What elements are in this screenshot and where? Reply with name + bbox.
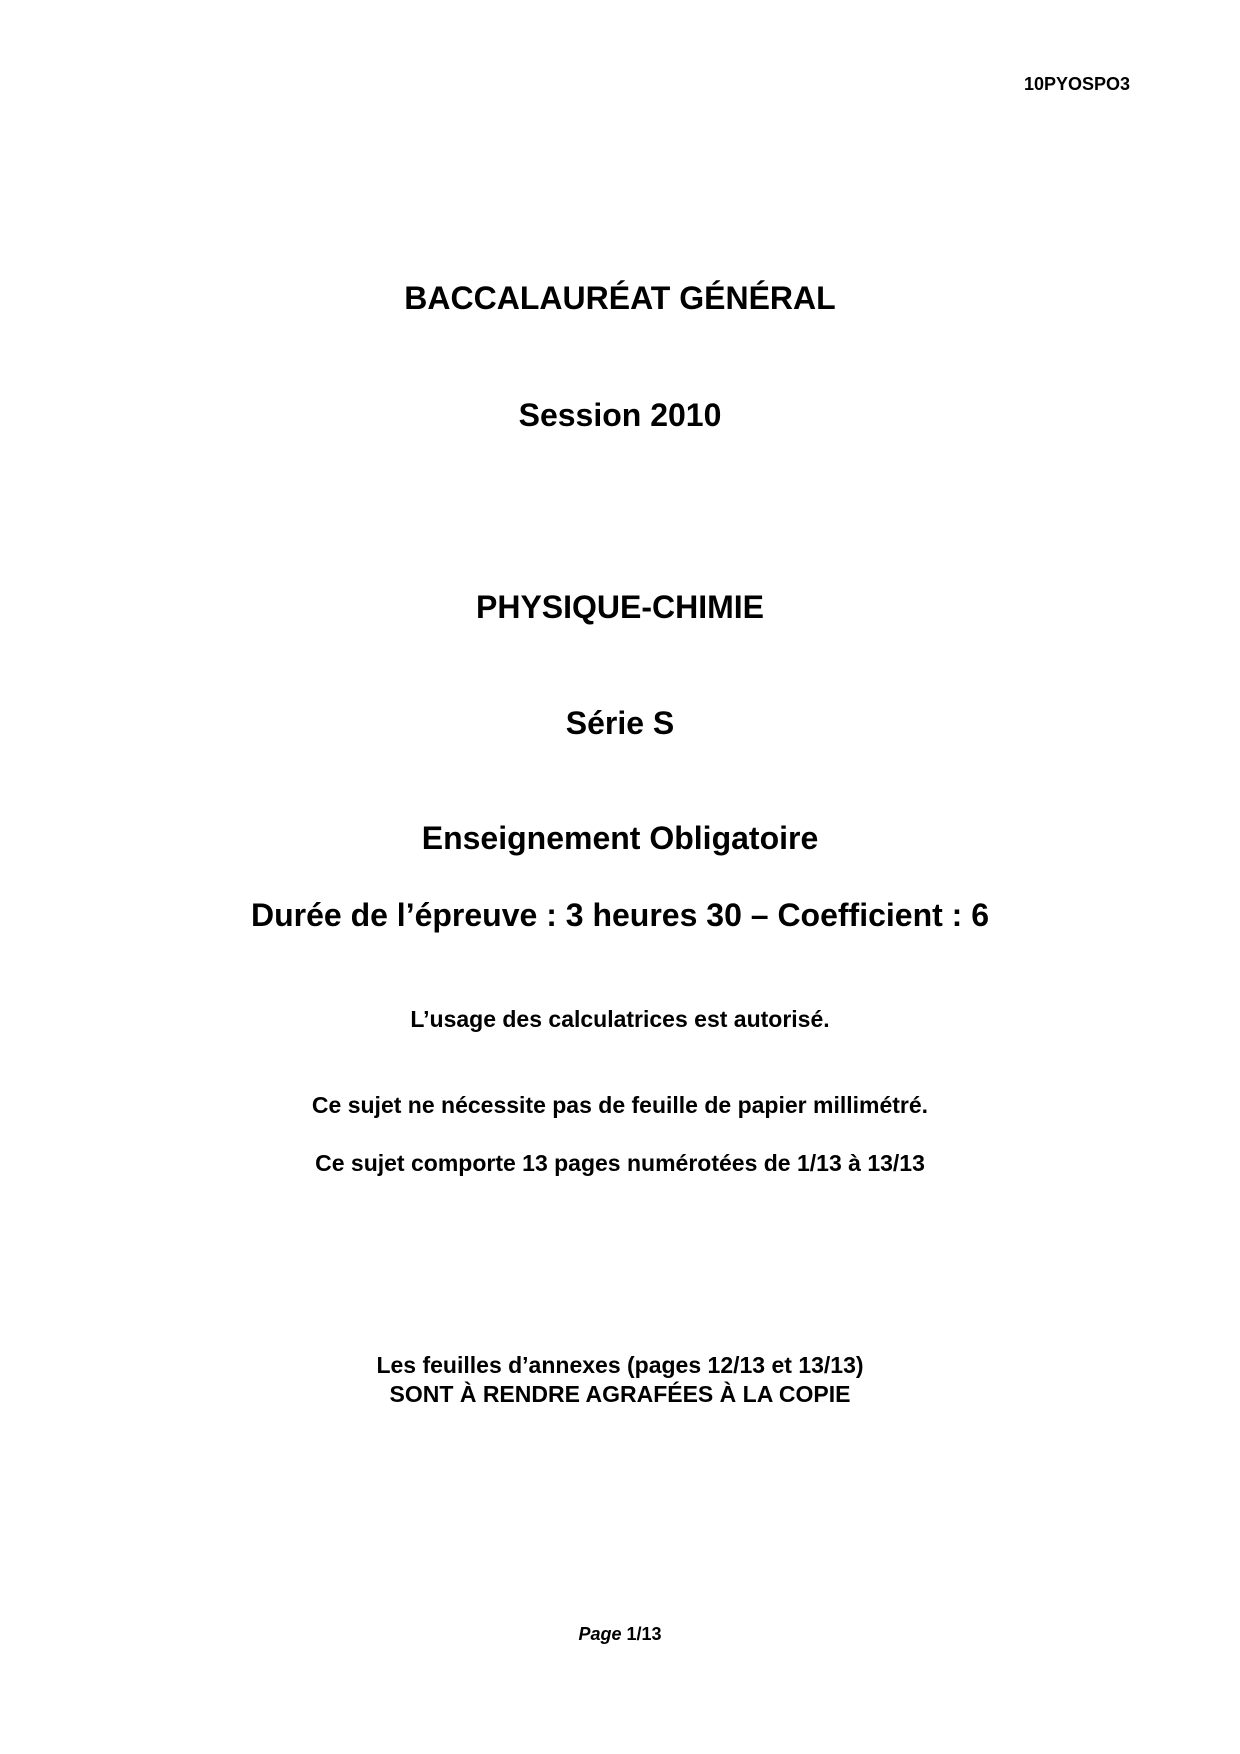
exam-teaching: Enseignement Obligatoire — [421, 820, 819, 856]
exam-series: Série S — [565, 705, 675, 741]
exam-title: BACCALAURÉAT GÉNÉRAL — [404, 280, 836, 316]
graph-paper-notice: Ce sujet ne nécessite pas de feuille de papier millimétré. — [311, 1092, 929, 1118]
page-value: 1/13 — [626, 1624, 662, 1644]
page-number — [0, 1624, 1240, 1645]
exam-subject: PHYSIQUE-CHIMIE — [475, 589, 765, 625]
calculator-notice: L’usage des calculatrices est autorisé. — [410, 1006, 830, 1032]
exam-duration: Durée de l’épreuve : 3 heures 30 – Coefficient : 6 — [250, 897, 990, 933]
exam-session: Session 2010 — [518, 397, 722, 433]
annex-notice-line-2: SONT À RENDRE AGRAFÉES À LA COPIE — [389, 1381, 851, 1407]
page-word: Page — [578, 1624, 622, 1644]
annex-notice-line-1: Les feuilles d’annexes (pages 12/13 et 13/13) — [376, 1352, 864, 1378]
document-code: 10PYOSPO3 — [1023, 74, 1130, 94]
page-count-notice: Ce sujet comporte 13 pages numérotées de 1/13 à 13/13 — [315, 1150, 925, 1176]
